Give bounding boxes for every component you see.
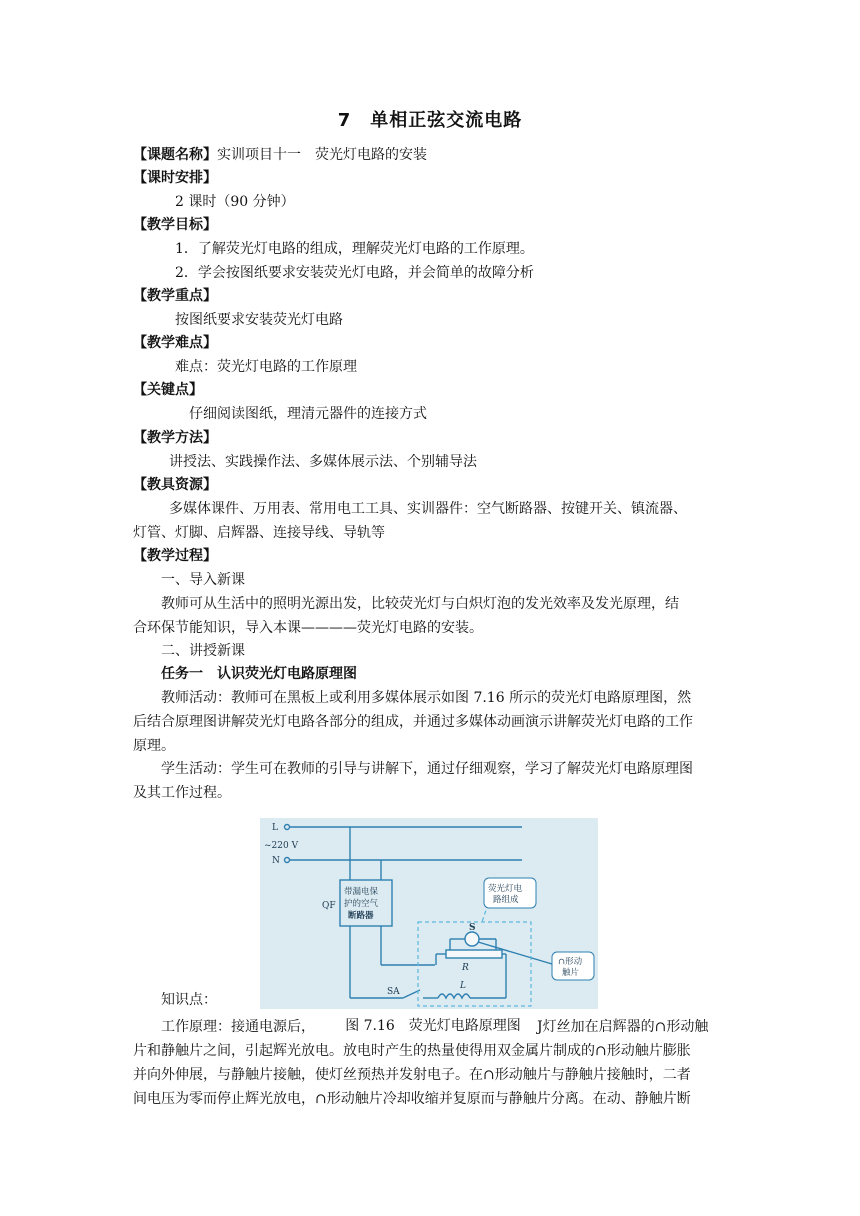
hours-value: 2 课时（90 分钟） (175, 194, 295, 210)
composition-text-line2: 路组成 (493, 895, 519, 905)
student-activity-line: 及其工作过程。 (133, 785, 231, 801)
section-heading: 二、讲授新课 (161, 643, 245, 659)
course-name-label: 【课题名称】 (133, 147, 217, 163)
terminal-n (285, 858, 290, 863)
methods-value: 讲授法、实践操作法、多媒体展示法、个别辅导法 (169, 454, 477, 470)
course-name-value: 实训项目十一 荧光灯电路的安装 (217, 147, 427, 163)
lamp-tube (446, 950, 502, 958)
circuit-diagram (260, 818, 598, 1009)
teacher-activity-line: 后结合原理图讲解荧光灯电路各部分的组成，并通过多媒体动画演示讲解荧光灯电路的工作 (133, 714, 693, 730)
objective-item: 2．学会按图纸要求安装荧光灯电路，并会简单的故障分析 (175, 265, 534, 281)
composition-text-line1: 荧光灯电 (488, 884, 523, 894)
objectives-label: 【教学目标】 (133, 217, 217, 233)
figure-caption: 图 7.16 荧光灯电路原理图 (330, 1015, 536, 1037)
breaker-text-line3: 断路器 (348, 911, 374, 921)
resources-line: 多媒体课件、万用表、常用电工工具、实训器件：空气断路器、按键开关、镇流器、 (169, 501, 687, 517)
resources-line: 灯管、灯脚、启辉器、连接导线、导轨等 (133, 525, 385, 541)
task-heading: 任务一 认识荧光灯电路原理图 (161, 666, 357, 682)
contact-text-line2: 触片 (562, 968, 580, 978)
work-principle-line: 并向外伸展，与静触片接触，使灯丝预热并发射电子。在∩形动触片与静触片接触时，二者 (133, 1067, 691, 1083)
key-points-label: 【教学重点】 (133, 288, 217, 304)
breaker-text-line1: 带漏电保 (344, 887, 379, 897)
section-heading: 一、导入新课 (161, 572, 245, 588)
label-ballast-l: L (460, 981, 466, 991)
intro-line: 教师可从生活中的照明光源出发，比较荧光灯与白炽灯泡的发光效率及发光原理，结 (161, 596, 679, 612)
process-label: 【教学过程】 (133, 548, 217, 564)
label-n: N (272, 856, 280, 866)
breaker-text-line2: 护的空气 (344, 899, 379, 909)
circuit-diagram-svg (260, 818, 598, 1009)
course-name-row (133, 145, 427, 165)
teacher-activity-line: 教师活动：教师可在黑板上或利用多媒体展示如图 7.16 所示的荧光灯电路原理图，然 (161, 690, 692, 706)
student-activity-line: 学生活动：学生可在教师的引导与讲解下，通过仔细观察，学习了解荧光灯电路原理图 (161, 761, 693, 777)
intro-line: 合环保节能知识，导入本课————荧光灯电路的安装。 (133, 620, 483, 636)
methods-label: 【教学方法】 (133, 430, 217, 446)
work-principle-line-end: J灯丝加在启辉器的∩形动触 (537, 1019, 709, 1035)
starter-circle (465, 932, 479, 946)
knowledge-label: 知识点： (161, 992, 217, 1008)
resources-label: 【教具资源】 (133, 477, 217, 493)
page-title: 7 单相正弦交流电路 (337, 110, 523, 131)
objective-item: 1．了解荧光灯电路的组成，理解荧光灯电路的工作原理。 (175, 241, 534, 257)
label-starter-s: S (469, 923, 476, 933)
label-l: L (272, 823, 278, 833)
difficulty-label: 【教学难点】 (133, 335, 217, 351)
difficulty-value: 难点：荧光灯电路的工作原理 (175, 359, 357, 375)
work-principle-line-start: 工作原理：接通电源后， (161, 1019, 315, 1035)
key-points-value: 按图纸要求安装荧光灯电路 (175, 312, 343, 328)
critical-value: 仔细阅读图纸，理清元器件的连接方式 (189, 406, 427, 422)
teacher-activity-line: 原理。 (133, 738, 175, 754)
work-principle-line: 间电压为零而停止辉光放电，∩形动触片冷却收缩并复原而与静触片分离。在动、静触片断 (133, 1091, 691, 1107)
critical-label: 【关键点】 (133, 382, 203, 398)
label-qf: QF (322, 901, 336, 911)
terminal-l (285, 825, 290, 830)
label-voltage: ~220 V (264, 841, 299, 851)
work-principle-line: 片和静触片之间，引起辉光放电。放电时产生的热量使得用双金属片制成的∩形动触片膨胀 (133, 1043, 691, 1059)
label-tube-r: R (462, 963, 469, 973)
contact-text-line1: ∩形动 (558, 957, 583, 967)
ballast-coil (438, 994, 470, 998)
label-switch-sa: SA (387, 987, 400, 997)
hours-label: 【课时安排】 (133, 170, 217, 186)
